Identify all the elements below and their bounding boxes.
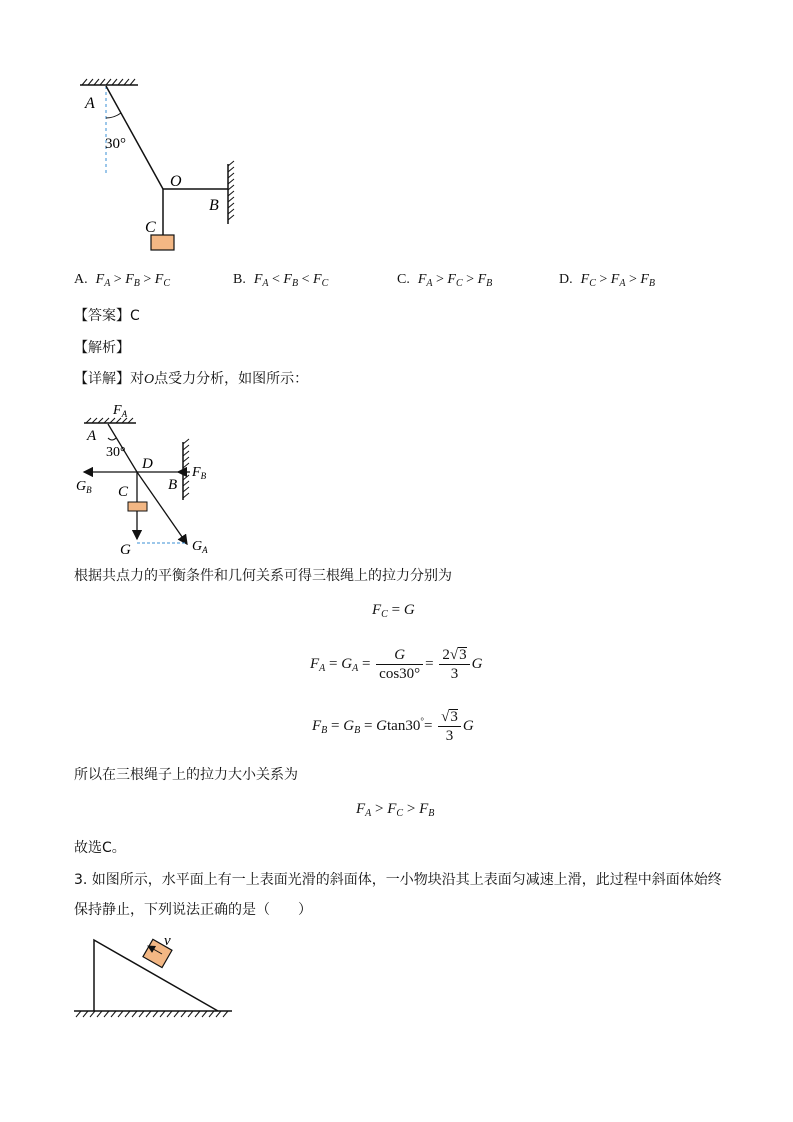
conclusion: 故选C。: [74, 840, 126, 856]
eq1-lhs: F: [372, 602, 382, 618]
label-A: A: [85, 95, 95, 112]
answer-value: C: [130, 308, 140, 324]
eq4-var-sub: C: [396, 808, 404, 819]
fig2-A: A: [87, 428, 97, 444]
eq3-F: F: [312, 717, 322, 734]
option-var-sub: A: [619, 278, 626, 289]
option-letter: B.: [233, 272, 246, 287]
eq2-G-rhs: G: [471, 655, 483, 672]
option-operator: <: [298, 272, 313, 287]
option-var: F: [580, 272, 590, 287]
figure-rope-diagram: [70, 78, 250, 258]
option-var-sub: B: [291, 278, 299, 289]
option-var: F: [253, 272, 263, 287]
option-operator: >: [110, 272, 126, 287]
eq4-var: F: [356, 801, 366, 817]
label-angle: 30°: [105, 136, 126, 152]
option-operator: >: [625, 272, 641, 287]
label-C: C: [145, 219, 156, 236]
label-O: O: [170, 173, 182, 190]
eq2-frac1: [376, 646, 423, 683]
detail-point: O: [144, 372, 155, 387]
q3-line2: 保持静止，下列说法正确的是（ ）: [74, 902, 312, 918]
option-letter: A.: [74, 272, 88, 287]
option-var-sub: A: [426, 278, 433, 289]
fig2-G: G: [120, 542, 131, 558]
q3-line1: 3. 如图所示，水平面上有一上表面光滑的斜面体，一小物块沿其上表面匀减速上滑，此过程中斜面体始终: [74, 872, 722, 888]
para-relation: 所以在三根绳子上的拉力大小关系为: [74, 767, 298, 783]
eq2-frac2: $\frac{2√3}{3}$: [439, 646, 469, 683]
v-label: v: [164, 933, 171, 949]
option-var-sub: B: [648, 278, 656, 289]
eq3-G-lhs: G: [343, 717, 355, 734]
option-letter: C.: [397, 272, 410, 287]
svg-text:GB: [76, 479, 92, 495]
option-var-sub: B: [486, 278, 493, 289]
option-var: F: [283, 272, 292, 287]
option-var: F: [610, 272, 620, 287]
fig2-C: C: [118, 484, 129, 500]
option-var: F: [640, 272, 649, 287]
detail-pre: 对: [130, 371, 144, 387]
eq3-tan: tan30: [387, 717, 421, 734]
option-var-sub: C: [589, 278, 596, 289]
option-var: F: [417, 272, 427, 287]
option-operator: >: [139, 272, 155, 287]
eq3-root: 3: [450, 709, 458, 725]
answer-line: [74, 307, 140, 325]
detail-tag: 【详解】: [74, 371, 130, 387]
option-var-sub: C: [163, 278, 171, 289]
equation-fa: $F_A = G_A$ = $\frac{G}{\cos 30^\circ}$ = $\frac{2√3}{3}$ G: [310, 647, 483, 682]
eq2-G-lhs: G: [341, 655, 353, 672]
fig2-GA: G: [192, 539, 203, 554]
option-var: F: [154, 272, 164, 287]
option-operator: >: [432, 272, 448, 287]
option-a: [74, 272, 170, 289]
eq2-root: 3: [459, 647, 467, 663]
eq3-G-sub: B: [354, 724, 361, 736]
eq2-F: F: [310, 655, 320, 672]
option-letter: D.: [559, 272, 573, 287]
eq1-lhs-sub: C: [381, 609, 388, 620]
fig2-FA-sub: A: [121, 409, 128, 419]
option-var: F: [477, 272, 487, 287]
svg-text:FA: [112, 403, 128, 419]
eq4-operator: >: [403, 801, 420, 817]
option-var: F: [125, 272, 134, 287]
eq3-F-sub: B: [321, 724, 328, 736]
eq3-G-mid: G: [376, 717, 388, 734]
equation-ordering: [356, 801, 434, 819]
option-operator: <: [268, 272, 284, 287]
eq2-frac1-den: cos30°: [379, 666, 421, 682]
eq4-var: F: [419, 801, 429, 817]
option-b: [233, 272, 328, 289]
option-var-sub: B: [133, 278, 140, 289]
option-d: [559, 272, 655, 289]
analysis-tag: 【解析】: [74, 340, 130, 356]
option-operator: >: [595, 272, 611, 287]
eq3-frac: $\frac{√3}{3}$: [438, 708, 461, 745]
option-c: [397, 272, 492, 289]
eq3-deg: °: [420, 715, 424, 726]
figure-force-diagram: [70, 398, 240, 560]
fig2-B: B: [168, 477, 178, 493]
fig2-D: D: [142, 456, 153, 472]
para-equilibrium: 根据共点力的平衡条件和几何关系可得三根绳上的拉力分别为: [74, 568, 452, 584]
fig2-FB: F: [192, 465, 201, 480]
eq1-rhs: G: [403, 602, 415, 618]
eq4-var: F: [387, 801, 397, 817]
fig2-GA-sub: A: [202, 545, 208, 555]
eq3-den: 3: [445, 728, 454, 744]
eq2-F-sub: A: [319, 662, 326, 674]
fig2-GB-sub: B: [86, 485, 92, 495]
option-var-sub: A: [262, 278, 269, 289]
eq2-frac1-num: G: [376, 646, 423, 665]
fig2-GB: G: [76, 479, 87, 494]
eq3-G-rhs: G: [462, 717, 474, 734]
option-var-sub: C: [455, 278, 463, 289]
answer-tag: 【答案】: [74, 308, 130, 324]
svg-text:GA: [192, 539, 208, 555]
eq2-G-sub: A: [352, 662, 359, 674]
figure-incline: [70, 930, 240, 1022]
option-operator: >: [462, 272, 478, 287]
option-var: F: [447, 272, 456, 287]
equation-fb: $F_B = G_B = Gtan30^\circ=$ $\frac{√3}{3}$ G: [312, 709, 474, 744]
detail-post: 点受力分析，如图所示：: [154, 371, 309, 387]
detail-line: [74, 370, 308, 389]
fig2-FA: F: [113, 403, 122, 418]
svg-text:FB: [191, 465, 207, 481]
option-var: F: [95, 272, 105, 287]
equation-fc: $F_C = G$: [372, 602, 415, 620]
eq2-coef: 2: [442, 647, 450, 663]
fig2-FB-sub: B: [200, 471, 207, 481]
eq4-operator: >: [371, 801, 388, 817]
label-B: B: [209, 197, 219, 214]
eq4-var-sub: B: [428, 808, 435, 819]
eq2-den: 3: [450, 666, 459, 682]
option-var-sub: C: [321, 278, 329, 289]
option-var-sub: A: [104, 278, 111, 289]
fig2-angle: 30°: [106, 445, 126, 460]
option-var: F: [313, 272, 322, 287]
eq4-var-sub: A: [365, 808, 372, 819]
